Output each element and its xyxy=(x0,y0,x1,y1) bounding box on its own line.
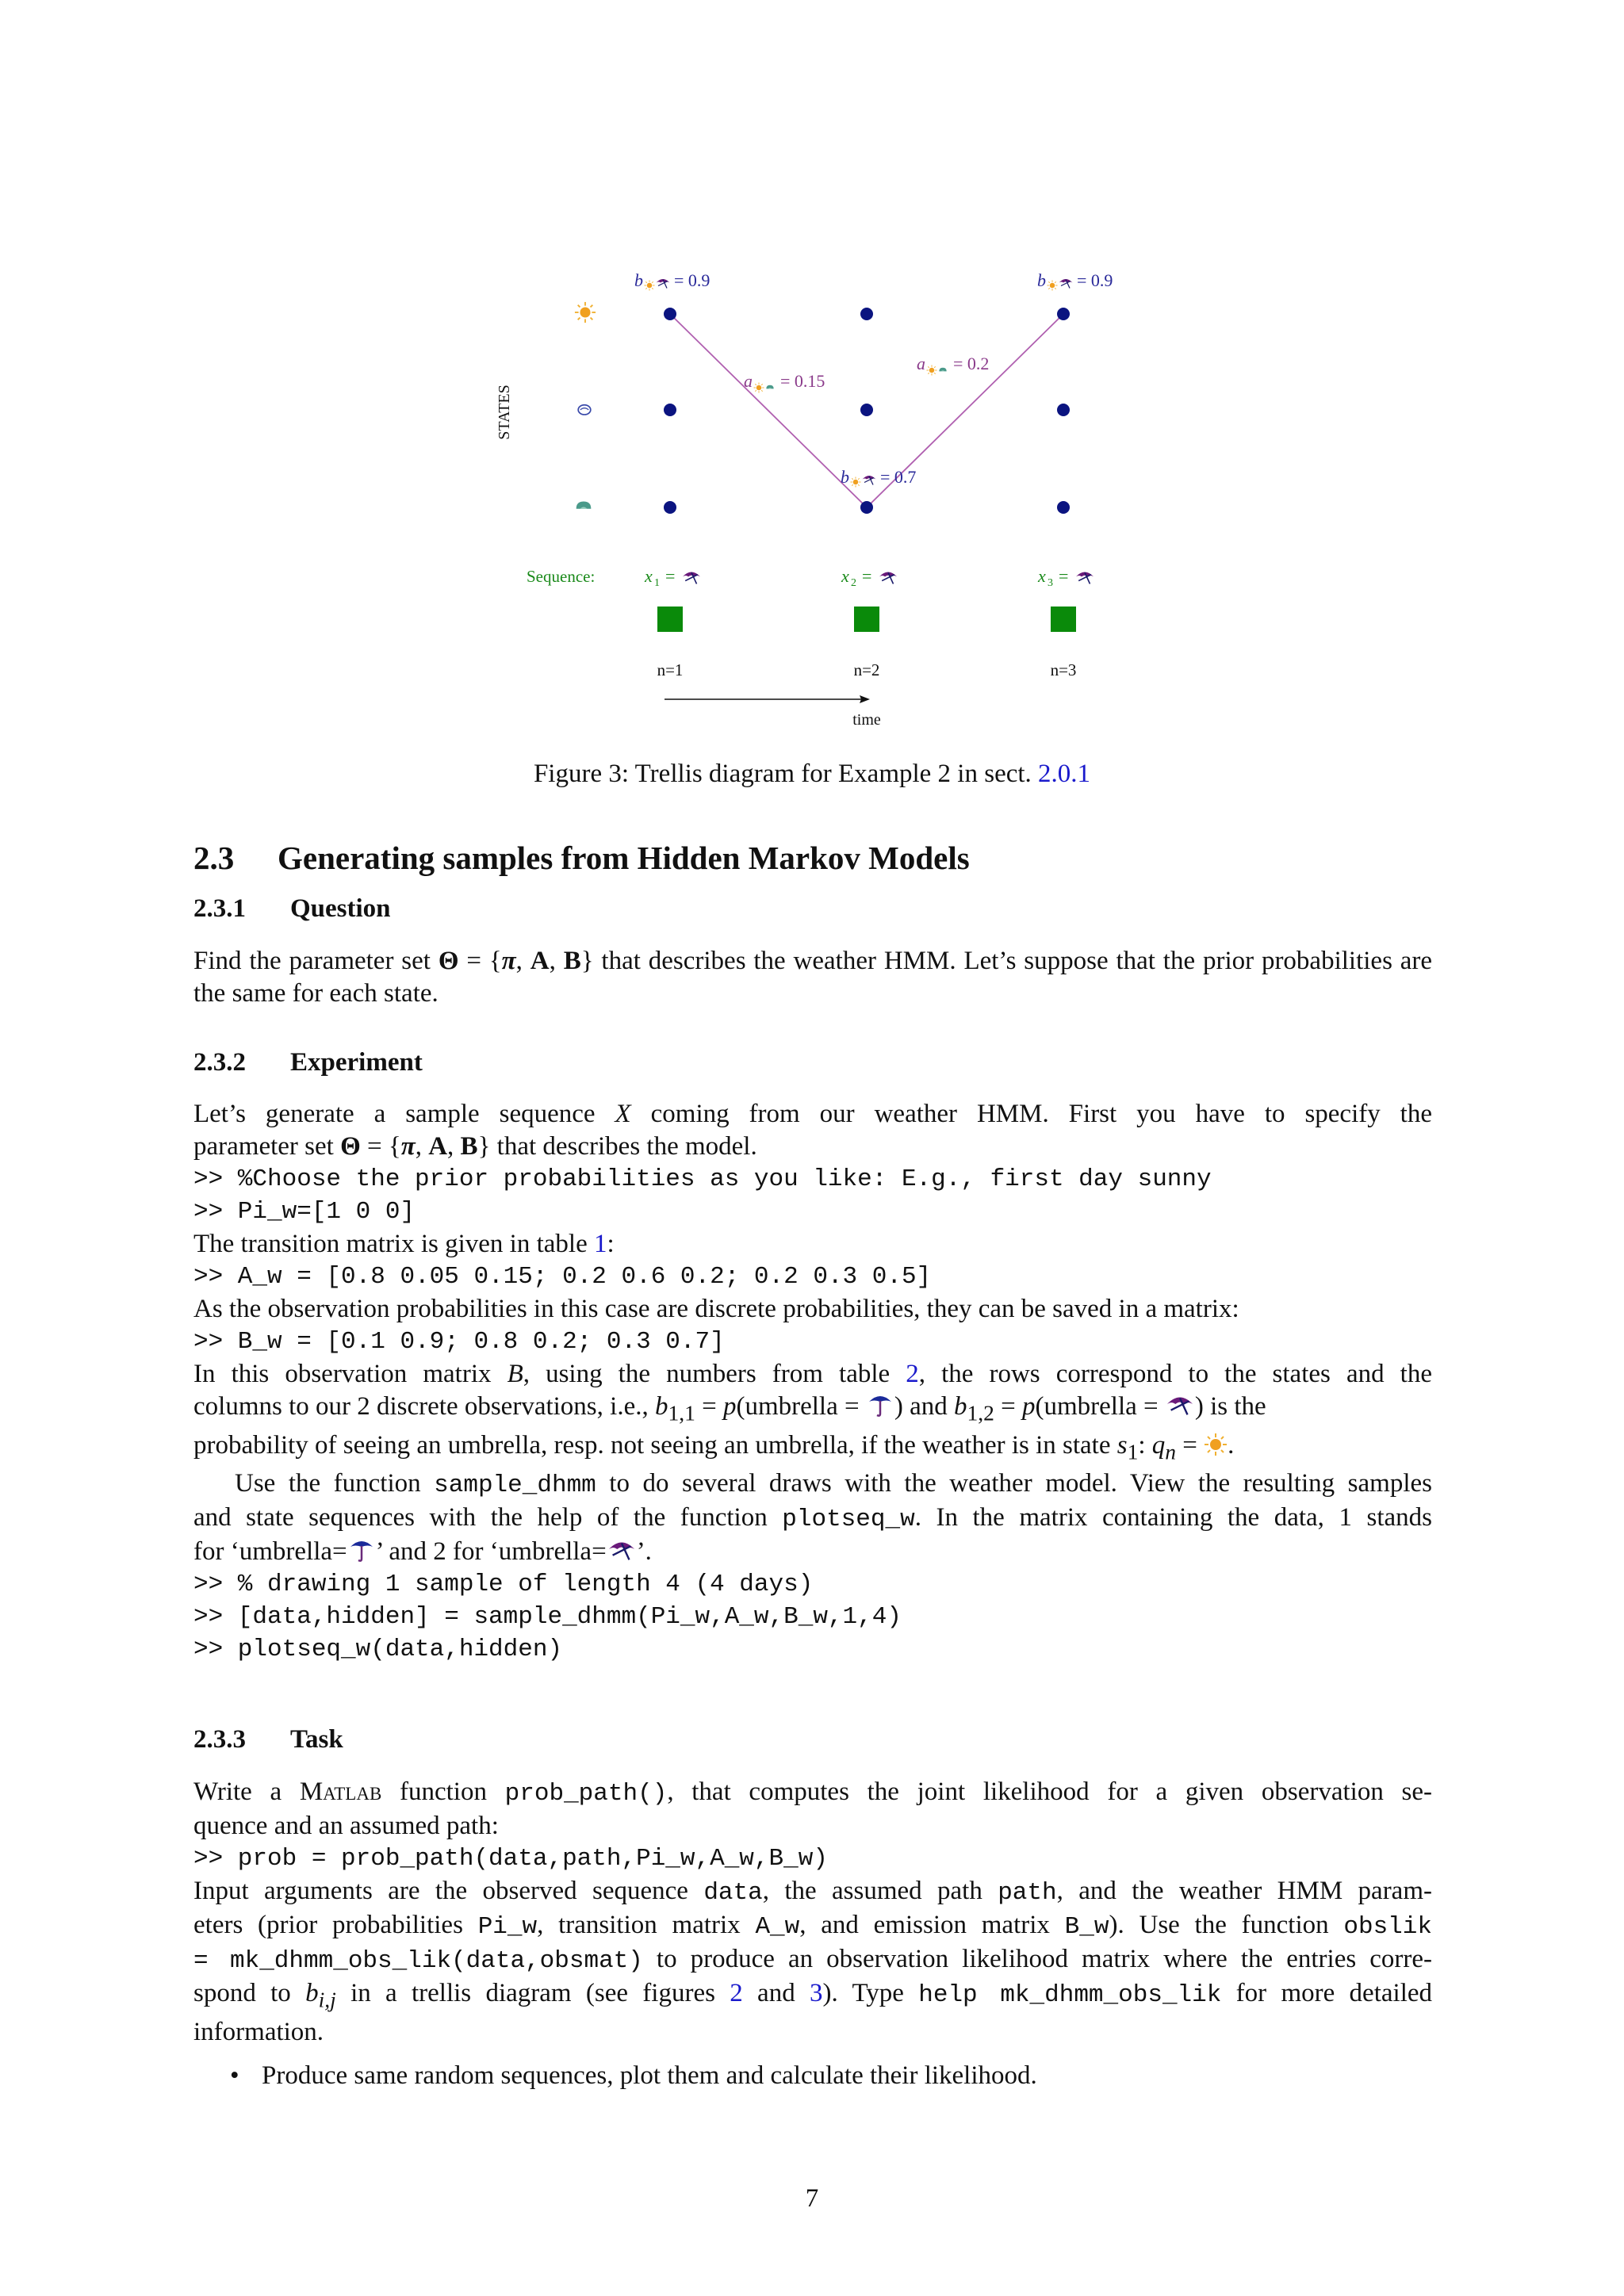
time-step-label: n=3 xyxy=(1050,660,1077,679)
experiment-line-observation: As the observation probabilities in this case are discrete probabilities, they can be saved in a matrix: xyxy=(193,1295,1239,1323)
task-line-7: information. xyxy=(193,2017,324,2046)
sequence-label: Sequence: xyxy=(527,567,596,586)
state-node xyxy=(664,404,676,416)
state-node xyxy=(1057,404,1070,416)
code-prob-path: >> prob = prob_path(data,path,Pi_w,A_w,B_w) xyxy=(193,1845,828,1873)
figure-caption: Figure 3: Trellis diagram for Example 2 in sect. 2.0.1 xyxy=(533,760,1091,788)
task-body xyxy=(193,1776,1432,2049)
experiment-line-plot: and state sequences with the help of the function plotseq_w. In the matrix containing the data, 1 stands xyxy=(193,1503,1432,1534)
umbrella-open-icon xyxy=(347,1537,376,1563)
sun-icon xyxy=(1047,280,1057,290)
observation-label: x xyxy=(645,566,653,586)
umbrella-closed-icon xyxy=(1059,279,1073,289)
table-reference-link-2[interactable]: 2 xyxy=(906,1360,919,1388)
emission-symbol: b xyxy=(634,270,643,290)
observation-subscript: 1 xyxy=(654,577,660,589)
figure-reference-link-2[interactable]: 2 xyxy=(730,1979,743,2007)
question-paragraph: Find the parameter set Θ = {π, A, B} that describes the weather HMM. Let’s suppose that the prior probabilities are the same for each state. xyxy=(193,947,1433,1008)
time-step-label: n=1 xyxy=(657,660,684,679)
bullet-item: • Produce same random sequences, plot them and calculate their likelihood. xyxy=(230,2061,1037,2090)
cloud-icon xyxy=(578,405,591,415)
sun-icon xyxy=(926,365,936,375)
observation-equals: = xyxy=(665,566,676,586)
task-line-6: spond to $b_{i,j}$ in a trellis diagram (see figures 2 and 3). Type help mk_dhmm_obs_lik for more detailed xyxy=(193,1979,1433,2012)
task-line-4: eters (prior probabilities Pi_w, transition matrix A_w, and emission matrix B_w). Use the function obslik xyxy=(193,1911,1432,1941)
code-sample: >> [data,hidden] = sample_dhmm(Pi_w,A_w,B_w,1,4) xyxy=(193,1603,902,1632)
experiment-line-stands: for ‘umbrella= ’ and 2 for ‘umbrella= ’. xyxy=(193,1537,652,1567)
rain-icon xyxy=(766,385,773,389)
state-node xyxy=(1057,501,1070,514)
transition-value: = 0.15 xyxy=(780,371,825,391)
section-reference-link[interactable]: 2.0.1 xyxy=(1038,760,1091,788)
subsection-heading-2-3-3: 2.3.3 Task xyxy=(193,1725,343,1754)
emission-value: = 0.9 xyxy=(1077,270,1113,290)
emission-value: = 0.7 xyxy=(880,467,917,487)
sun-icon xyxy=(850,476,860,487)
page-number: 7 xyxy=(805,2184,819,2213)
task-line-5: = mk_dhmm_obs_lik(data,obsmat) to produce an observation likelihood matrix where the entries corre- xyxy=(193,1945,1432,1975)
umbrella-closed-icon xyxy=(657,279,670,289)
subsection-heading-2-3-1: 2.3.1 Question xyxy=(193,894,391,923)
observation-label: x xyxy=(841,566,849,586)
umbrella-closed-icon xyxy=(1165,1392,1195,1418)
umbrella-closed-icon xyxy=(683,572,700,584)
observation-subscript: 2 xyxy=(851,577,856,589)
time-step-label: n=2 xyxy=(853,660,880,679)
sun-icon xyxy=(753,382,764,392)
experiment-line-columns: columns to our 2 discrete observations, i.e., $b_{1,1}$ = p(umbrella = ) and $b_{1,2}$ = p(umbrella = ) is the xyxy=(193,1392,1266,1425)
task-line-3: Input arguments are the observed sequence data, the assumed path path, and the weather HMM param- xyxy=(193,1877,1432,1907)
section-heading-2-3: 2.3 Generating samples from Hidden Markov Models xyxy=(193,840,970,876)
observation-label: x xyxy=(1038,566,1046,586)
table-reference-link[interactable]: 1 xyxy=(593,1230,607,1258)
state-axis-label: STATES xyxy=(496,385,513,440)
experiment-body xyxy=(193,1098,1432,1666)
bullet-icon: • xyxy=(230,2061,239,2090)
code-prior: >> Pi_w=[1 0 0] xyxy=(193,1198,416,1226)
code-plotseq: >> plotseq_w(data,hidden) xyxy=(193,1636,563,1664)
experiment-line-transition: The transition matrix is given in table 1: xyxy=(193,1230,615,1258)
state-node xyxy=(664,501,676,514)
observation-equals: = xyxy=(1059,566,1069,586)
umbrella-open-icon xyxy=(866,1392,894,1418)
emission-value: = 0.9 xyxy=(674,270,710,290)
observation-subscript: 3 xyxy=(1048,577,1053,589)
experiment-line-draws: Use the function sample_dhmm to do several draws with the weather model. View the resulting samples xyxy=(235,1469,1432,1500)
transition-symbol: a xyxy=(744,371,753,391)
umbrella-closed-icon xyxy=(1076,572,1094,584)
transition-symbol: a xyxy=(917,354,925,373)
state-node xyxy=(860,308,873,320)
path-segment xyxy=(670,314,867,507)
transition-value: = 0.2 xyxy=(953,354,990,373)
state-node xyxy=(860,404,873,416)
code-prior-comment: >> %Choose the prior probabilities as you like: E.g., first day sunny xyxy=(193,1165,1212,1193)
state-node xyxy=(1057,308,1070,320)
code-emission: >> B_w = [0.1 0.9; 0.8 0.2; 0.3 0.7] xyxy=(193,1328,725,1356)
code-drawing-comment: >> % drawing 1 sample of length 4 (4 days) xyxy=(193,1571,814,1599)
observation-box xyxy=(657,607,683,632)
experiment-line-2: parameter set Θ = {π, A, B} that describes the model. xyxy=(193,1132,757,1161)
sun-icon xyxy=(575,302,596,323)
umbrella-closed-icon xyxy=(607,1537,637,1563)
state-node xyxy=(664,308,676,320)
task-line-1: Write a Matlab function prob_path(), that computes the joint likelihood for a given observation se- xyxy=(193,1777,1432,1808)
task-line-2: quence and an assumed path: xyxy=(193,1812,499,1840)
observation-equals: = xyxy=(862,566,872,586)
emission-symbol: b xyxy=(1037,270,1046,290)
code-transition: >> A_w = [0.8 0.05 0.15; 0.2 0.6 0.2; 0.2 0.3 0.5] xyxy=(193,1263,932,1291)
state-node xyxy=(860,501,873,514)
figure-reference-link-3[interactable]: 3 xyxy=(810,1979,823,2007)
emission-symbol: b xyxy=(841,467,849,487)
trellis-diagram xyxy=(476,254,1189,745)
experiment-line-1: Let’s generate a sample sequence X coming from our weather HMM. First you have to specify the xyxy=(193,1100,1432,1128)
rain-icon xyxy=(939,368,946,372)
subsection-heading-2-3-2: 2.3.2 Experiment xyxy=(193,1048,423,1077)
observation-box xyxy=(854,607,879,632)
experiment-line-matrix: In this observation matrix B, using the numbers from table 2, the rows correspond to the states and the xyxy=(193,1360,1432,1388)
time-axis-label: time xyxy=(852,711,881,729)
experiment-line-probability: probability of seeing an umbrella, resp. not seeing an umbrella, if the weather is in state $s_1$: $q_n$ = . xyxy=(193,1430,1235,1464)
umbrella-closed-icon xyxy=(863,476,876,485)
sun-icon xyxy=(1204,1433,1228,1456)
sun-icon xyxy=(644,280,654,290)
observation-box xyxy=(1051,607,1076,632)
umbrella-closed-icon xyxy=(879,572,897,584)
rain-icon xyxy=(576,501,592,508)
